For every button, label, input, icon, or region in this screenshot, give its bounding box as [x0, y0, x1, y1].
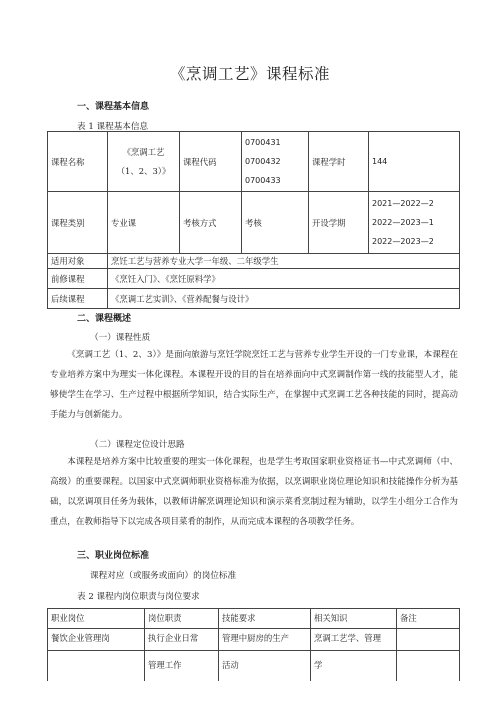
table-row	[48, 254, 460, 269]
table-header-row	[48, 609, 460, 629]
paragraph-course-nature: 《烹调工艺（1、2、3）》是面向旅游与烹饪学院烹饪工艺与营养专业学生开设的一门专业课，本课程在专业培养方案中为理实一体化课程。本课程开设的目的旨在培养面向中式烹调制作第一线的技能型人才，能够使学生在学习、生产过程中根据所学知识，结合实际生产，在掌握中式烹调工艺各种技能的同时，提高动手能力与创新能力。	[50, 350, 458, 420]
cell-duty: 执行企业日常	[145, 629, 219, 651]
term-2: 2022—2023—1	[372, 218, 434, 227]
section-3-heading: 三、职业岗位标准	[77, 551, 150, 561]
cell-job-post: 餐饮企业管理岗	[48, 629, 145, 651]
prereq-value: 《烹饪入门》、《烹饪原料学》	[108, 269, 460, 289]
header-knowledge: 相关知识	[311, 609, 397, 629]
course-type-value: 专业课	[108, 192, 180, 254]
section-1-heading: 一、课程基本信息	[77, 102, 150, 112]
table-row	[48, 192, 460, 254]
document-title: 《烹调工艺》课程标准	[169, 65, 330, 83]
subsection-positioning: （二）课程定位设计思路	[90, 440, 185, 450]
course-hours-value: 144	[369, 132, 460, 192]
exam-method-value: 考核	[242, 192, 309, 254]
table-1-caption: 表 1 课程基本信息	[77, 122, 149, 132]
cell-knowledge-cont: 学	[311, 651, 397, 681]
course-type-label: 课程类别	[48, 192, 108, 254]
term-label: 开设学期	[309, 192, 369, 254]
exam-method-label: 考核方式	[180, 192, 242, 254]
header-skill: 技能要求	[219, 609, 311, 629]
cell-job-post-cont	[48, 651, 145, 681]
table-row	[48, 629, 460, 651]
cell-knowledge: 烹调工艺学、管理	[311, 629, 397, 651]
header-duty: 岗位职责	[145, 609, 219, 629]
course-name-line-1: 《烹调工艺	[122, 146, 165, 157]
followup-label: 后续课程	[48, 289, 108, 309]
term-value	[369, 192, 460, 254]
prereq-label: 前修课程	[48, 269, 108, 289]
header-job-post: 职业岗位	[48, 609, 145, 629]
cell-skill-cont: 活动	[219, 651, 311, 681]
course-code-3: 0700433	[245, 176, 281, 185]
course-code-value	[242, 132, 309, 192]
course-code-2: 0700432	[245, 157, 281, 166]
table-row	[48, 651, 460, 681]
course-info-table	[47, 131, 460, 309]
course-name-value	[108, 132, 180, 192]
cell-remark-cont	[397, 651, 460, 681]
table-row	[48, 289, 460, 309]
cell-remark	[397, 629, 460, 651]
cell-skill: 管理中厨房的生产	[219, 629, 311, 651]
table-row	[48, 269, 460, 289]
course-code-1: 0700431	[245, 138, 281, 147]
course-name-label: 课程名称	[48, 132, 108, 192]
course-code-label: 课程代码	[180, 132, 242, 192]
subsection-nature: （一）课程性质	[90, 333, 151, 343]
header-remark: 备注	[397, 609, 460, 629]
section-3-intro: 课程对应（或服务或面向）的岗位标准	[90, 571, 237, 581]
table-row	[48, 132, 460, 192]
job-standards-table	[47, 608, 460, 681]
course-name-line-2: （1、2、3）》	[116, 165, 171, 176]
term-3: 2022—2023—2	[372, 237, 434, 246]
target-value: 烹饪工艺与营养专业大学一年级、二年级学生	[108, 254, 460, 269]
paragraph-course-positioning: 本课程是培养方案中比较重要的理实一体化课程，也是学生考取国家职业资格证书—中式烹调师（中、高级）的重要课程。以国家中式烹调师职业资格标准为依据，以烹调职业岗位理论知识和技能操作分析为基础，以烹调项目任务为载体，以教师讲解烹调理论知识和演示菜肴烹制过程为辅助，以学生小组分工合作为重点，在教师指导下以完成各项目菜肴的制作，从而完成本课程的各项教学任务。	[50, 457, 458, 527]
course-hours-label: 课程学时	[309, 132, 369, 192]
section-2-heading: 二、课程概述	[77, 314, 132, 324]
followup-value: 《烹调工艺实训》、《营养配餐与设计》	[108, 289, 460, 309]
target-label: 适用对象	[48, 254, 108, 269]
term-1: 2021—2022—2	[372, 199, 434, 208]
table-2-caption: 表 2 课程内岗位职责与岗位要求	[77, 592, 200, 602]
cell-duty-cont: 管理工作	[145, 651, 219, 681]
